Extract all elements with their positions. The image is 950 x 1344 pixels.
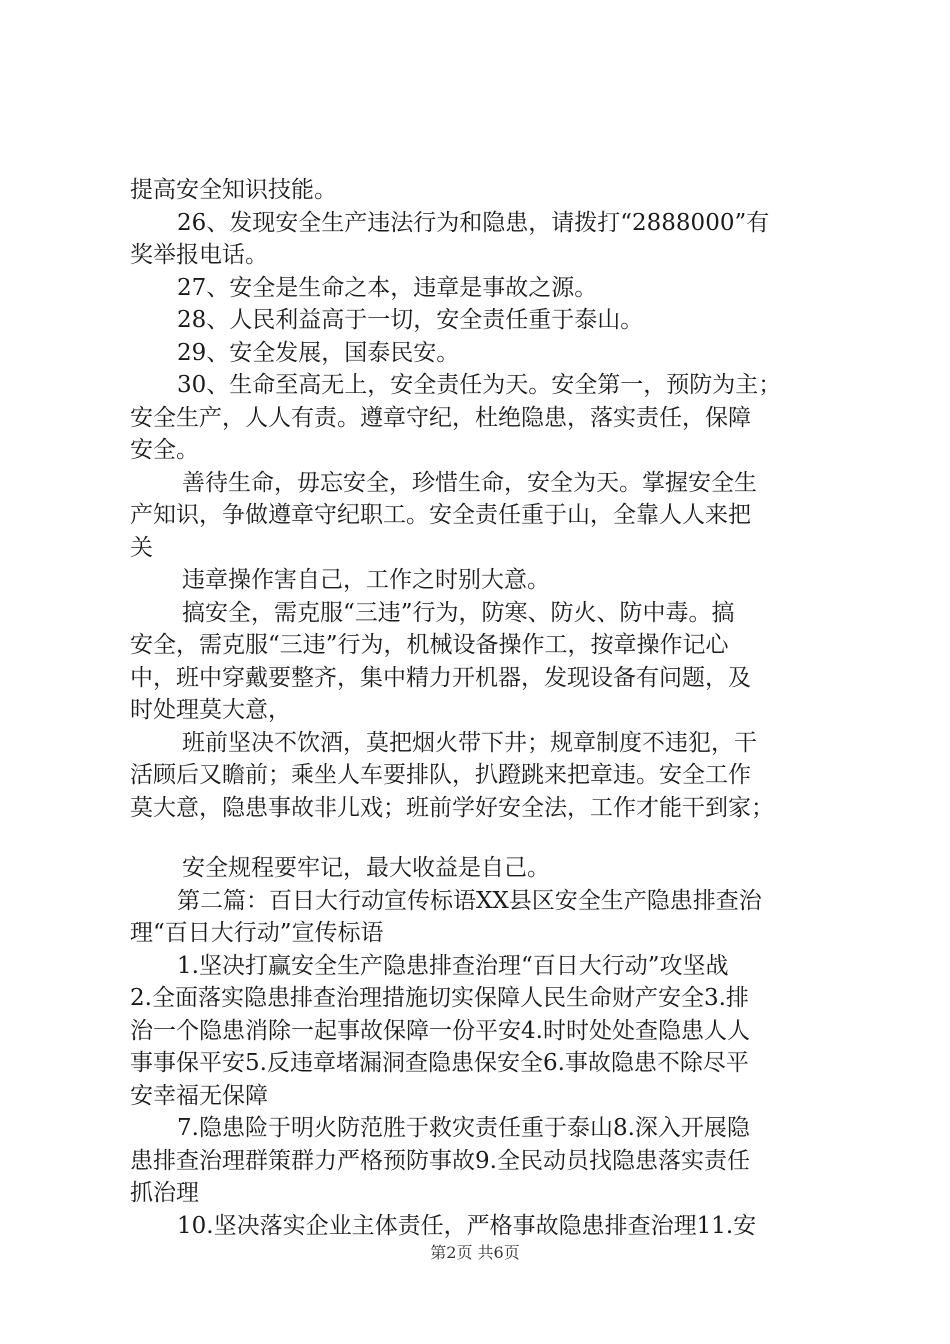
text-line: 7.隐患险于明火防范胜于救灾责任重于泰山8.深入开展隐	[177, 1115, 750, 1141]
text-line: 产知识，争做遵章守纪职工。安全责任重于山，全靠人人来把	[130, 502, 751, 528]
text-line: 奖举报电话。	[130, 242, 268, 268]
text-line: 安幸福无保障	[130, 1082, 268, 1109]
text-line: 安全，需克服“三违”行为，机械设备操作工，按章操作记心	[130, 632, 729, 658]
text-line: 30、生命至高无上，安全责任为天。安全第一，预防为主；	[177, 372, 782, 398]
text-line: 关	[130, 534, 153, 561]
text-line: 1.坚决打赢安全生产隐患排查治理“百日大行动”攻坚战	[177, 952, 729, 979]
text-line: 安全规程要牢记，最大收益是自己。	[182, 855, 550, 881]
text-line: 27、安全是生命之本，违章是事故之源。	[177, 274, 598, 301]
text-line: 第二篇：百日大行动宣传标语XX县区安全生产隐患排查治	[177, 887, 762, 914]
text-line: 治一个隐患消除一起事故保障一份平安4.时时处处查隐患人人	[130, 1017, 750, 1044]
text-line: 活顾后又瞻前；乘坐人车要排队，扒蹬跳来把章违。安全工作	[130, 762, 751, 788]
text-line: 2.全面落实隐患排查治理措施切实保障人民生命财产安全3.排	[130, 985, 749, 1011]
text-line: 班前坚决不饮酒，莫把烟火带下井；规章制度不违犯，干	[182, 729, 757, 756]
text-line: 违章操作害自己，工作之时别大意。	[182, 567, 550, 593]
text-line: 患排查治理群策群力严格预防事故9.全民动员找隐患落实责任	[130, 1147, 750, 1174]
text-line: 提高安全知识技能。	[130, 177, 337, 203]
text-line: 安全生产，人人有责。遵章守纪，杜绝隐患，落实责任，保障	[130, 404, 751, 431]
text-line: 莫大意，隐患事故非儿戏；班前学好安全法，工作才能干到家；	[130, 794, 774, 821]
text-line: 事事保平安5.反违章堵漏洞查隐患保安全6.事故隐患不除尽平	[130, 1050, 749, 1076]
text-line: 29、安全发展，国泰民安。	[177, 339, 460, 366]
text-line: 10.坚决落实企业主体责任，严格事故隐患排查治理11.安	[177, 1212, 757, 1239]
document-body	[130, 174, 835, 1242]
text-line: 抓治理	[130, 1180, 199, 1206]
page-footer: 第2页 共6页	[430, 1243, 520, 1262]
text-line: 时处理莫大意，	[130, 697, 291, 723]
paragraph-gap	[130, 824, 835, 852]
text-line: 安全。	[130, 437, 199, 463]
text-line: 28、人民利益高于一切，安全责任重于泰山。	[177, 307, 644, 333]
text-line: 26、发现安全生产违法行为和隐患，请拨打“2888000”有	[177, 209, 770, 236]
text-line: 理“百日大行动”宣传标语	[130, 920, 384, 946]
text-line: 善待生命，毋忘安全，珍惜生命，安全为天。掌握安全生	[182, 469, 757, 496]
text-line: 中，班中穿戴要整齐，集中精力开机器，发现设备有问题，及	[130, 664, 751, 691]
text-line: 搞安全，需克服“三违”行为，防寒、防火、防中毒。搞	[182, 599, 735, 626]
